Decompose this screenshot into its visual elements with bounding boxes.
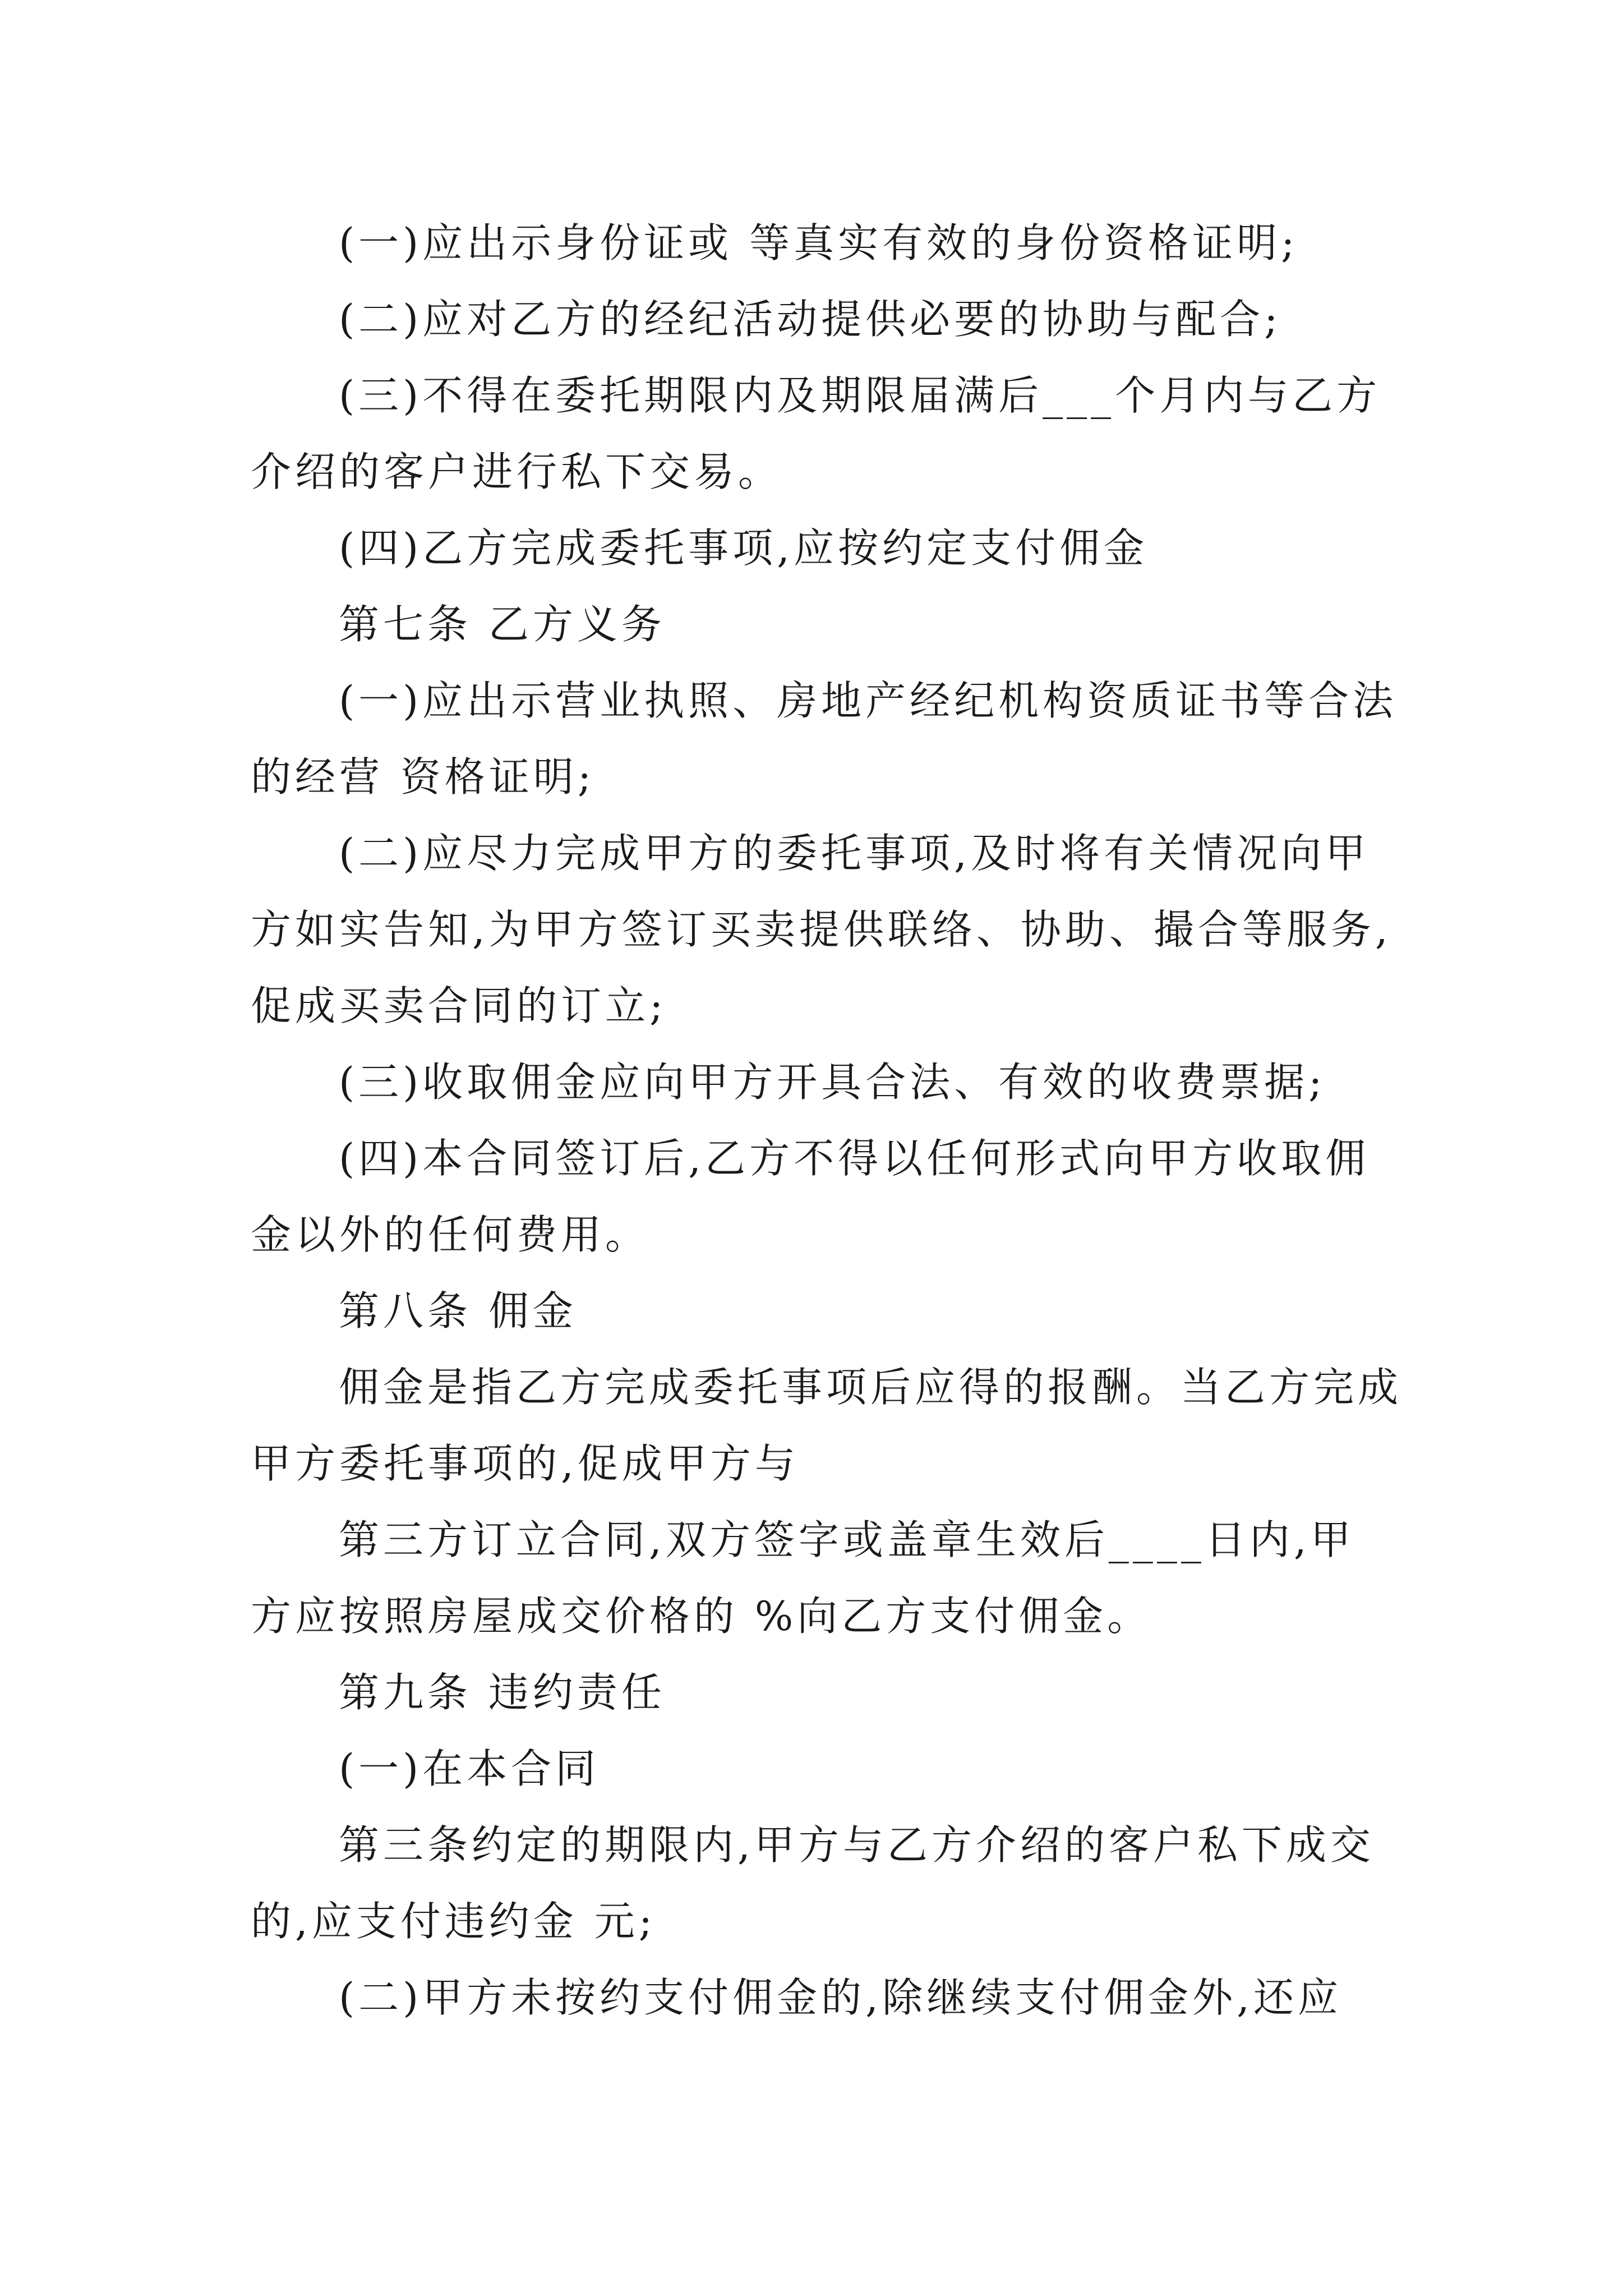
clause-7-item-2: (二)应尽力完成甲方的委托事项,及时将有关情况向甲 bbox=[339, 830, 1370, 877]
clause-8-paragraph-2: 第三方订立合同,双方签字或盖章生效后____日内,甲 bbox=[339, 1516, 1355, 1563]
clause-9-heading: 第九条 违约责任 bbox=[339, 1669, 666, 1716]
clause-9-item-2: (二)甲方未按约支付佣金的,除继续支付佣金外,还应 bbox=[339, 1974, 1342, 2021]
clause-9-item-1: (一)在本合同 bbox=[339, 1745, 600, 1792]
clause-7-item-4-cont: 金以外的任何费用。 bbox=[251, 1211, 650, 1258]
clause-9-item-1-text: 第三条约定的期限内,甲方与乙方介绍的客户私下成交 bbox=[339, 1821, 1375, 1869]
clause-6-item-4: (四)乙方完成委托事项,应按约定支付佣金 bbox=[339, 524, 1149, 572]
clause-6-item-3-cont: 介绍的客户进行私下交易。 bbox=[251, 448, 783, 495]
clause-7-item-2-cont: 方如实告知,为甲方签订买卖提供联络、协助、撮合等服务, bbox=[251, 906, 1392, 953]
clause-7-item-1-cont: 的经营 资格证明; bbox=[251, 753, 596, 800]
clause-8-paragraph-cont: 甲方委托事项的,促成甲方与 bbox=[251, 1440, 799, 1487]
clause-6-item-3: (三)不得在委托期限内及期限届满后___个月内与乙方 bbox=[339, 372, 1381, 419]
clause-8-paragraph: 佣金是指乙方完成委托事项后应得的报酬。当乙方完成 bbox=[339, 1364, 1403, 1411]
clause-7-item-3: (三)收取佣金应向甲方开具合法、有效的收费票据; bbox=[339, 1059, 1326, 1106]
clause-6-item-1: (一)应出示身份证或 等真实有效的身份资格证明; bbox=[339, 219, 1299, 266]
clause-9-item-1-cont: 的,应支付违约金 元; bbox=[251, 1898, 657, 1945]
clause-8-heading: 第八条 佣金 bbox=[339, 1287, 577, 1335]
clause-7-item-1: (一)应出示营业执照、房地产经纪机构资质证书等合法 bbox=[339, 677, 1398, 724]
clause-7-item-2-cont-2: 促成买卖合同的订立; bbox=[251, 982, 667, 1029]
clause-6-item-2: (二)应对乙方的经纪活动提供必要的协助与配合; bbox=[339, 296, 1282, 343]
clause-7-heading: 第七条 乙方义务 bbox=[339, 601, 666, 648]
clause-8-paragraph-2-cont: 方应按照房屋成交价格的 %向乙方支付佣金。 bbox=[251, 1593, 1152, 1640]
clause-7-item-4: (四)本合同签订后,乙方不得以任何形式向甲方收取佣 bbox=[339, 1135, 1370, 1182]
